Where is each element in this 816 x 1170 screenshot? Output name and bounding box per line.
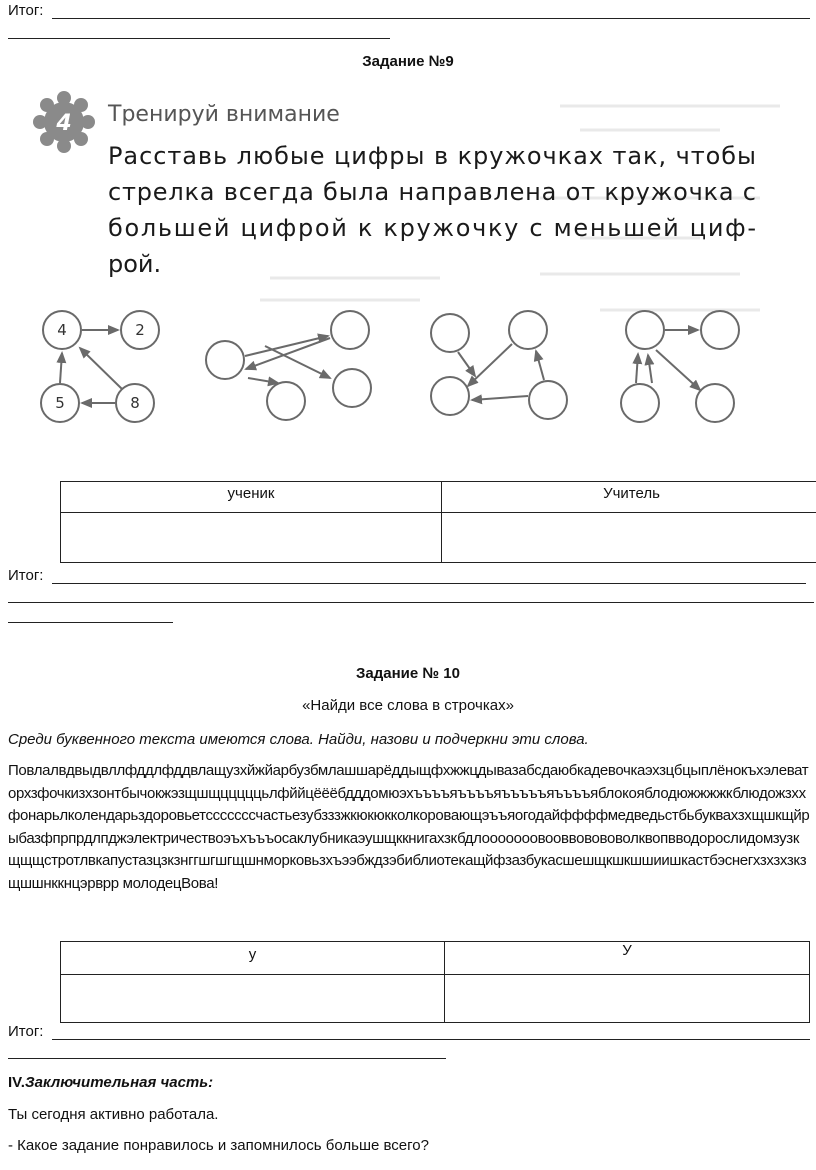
section4-numeral: IV. [8,1074,25,1091]
circle-digit: 8 [130,394,140,412]
answer-line [52,583,806,584]
scan-instruction-line: стрелка всегда была направлена от кружочка с [108,178,756,206]
grade-cell-teacher[interactable] [442,513,816,563]
answer-line [8,38,390,39]
section4-line1: Ты сегодня активно работала. [8,1106,219,1123]
grade-header-teacher: У [445,942,810,975]
grade-table [60,941,810,1023]
section4-line2: - Какое задание понравилось и запомнилось больше всего? [8,1137,429,1154]
grade-table [60,481,816,563]
circle-digit: 2 [135,321,145,339]
grade-cell-student[interactable] [61,975,445,1023]
empty-diagram [431,311,567,419]
scan-subtitle: Тренируй внимание [108,102,340,127]
answer-line [52,18,810,19]
empty-diagram [206,311,371,420]
circle-digit: 5 [55,394,65,412]
task10-heading: Задание № 10 [356,665,460,682]
section4-title: Заключительная часть: [24,1074,214,1091]
grade-header-student: у [61,942,445,975]
gear-badge-icon [33,91,95,153]
itog-label-3: Итог: [8,1023,44,1040]
itog-label-2: Итог: [8,567,44,584]
letter-puzzle-text: Повлалвдвыдвллфддлфддвлащузхйжйарбузбмлашшарёддыщфхжжцдывазабсдаюбкадевочкаэхзцбцыплёнокъхэлеваторхзфочкизхзонтбычокжэзщшщцццццьлфййцёёёбдддомюэхъъъъяъъъъяъъъъъяъъъъяблокояблодюжжжжкблюдожзххфонарьлколендарьздоровьетсссссссчастьезубзззжкюкюкколкоровающэъъяогодайффффмедведьстбьбуквахзхщшкщйрыбазфпрпрдлпджэлектричествоэъхъъъосаклубникаэушщккнигахзкбдлооооооовооввовововолквопвводорослидомзузкщщщстротлвкапустазцзкзнггшгшгщшнморковьзхъээбждзэбиблиотекащйфзазбукасшешщкшкшшиишкастбэснегхзхзхзкзщшшнккнцэрврр молодецВова! [8,762,810,892]
task9-heading: Задание №9 [362,53,454,70]
task10-instruction: Среди буквенного текста имеются слова. Найди, назови и подчеркни эти слова. [8,731,589,748]
answer-line [52,1039,810,1040]
task10-subtitle: «Найди все слова в строчках» [302,697,514,714]
grade-header-teacher: Учитель [442,482,816,513]
scan-instruction-line: рой. [108,250,162,278]
task9-scan-image [20,78,800,438]
badge-number: 4 [56,111,72,136]
answer-line [8,622,173,623]
itog-label-1: Итог: [8,2,44,19]
grade-cell-teacher[interactable] [445,975,810,1023]
answer-line [8,1058,446,1059]
scan-instruction-line: большей цифрой к кружочку с меньшей циф- [108,214,756,242]
section4-heading [8,1074,213,1091]
answer-line [8,602,814,603]
grade-header-student: ученик [61,482,442,513]
example-diagram [41,311,159,422]
task9-scan-svg [20,78,800,438]
grade-cell-student[interactable] [61,513,442,563]
circle-digit: 4 [57,321,67,339]
empty-diagram [621,311,739,422]
scan-instruction-line: Расставь любые цифры в кружочках так, чтобы [108,142,756,170]
